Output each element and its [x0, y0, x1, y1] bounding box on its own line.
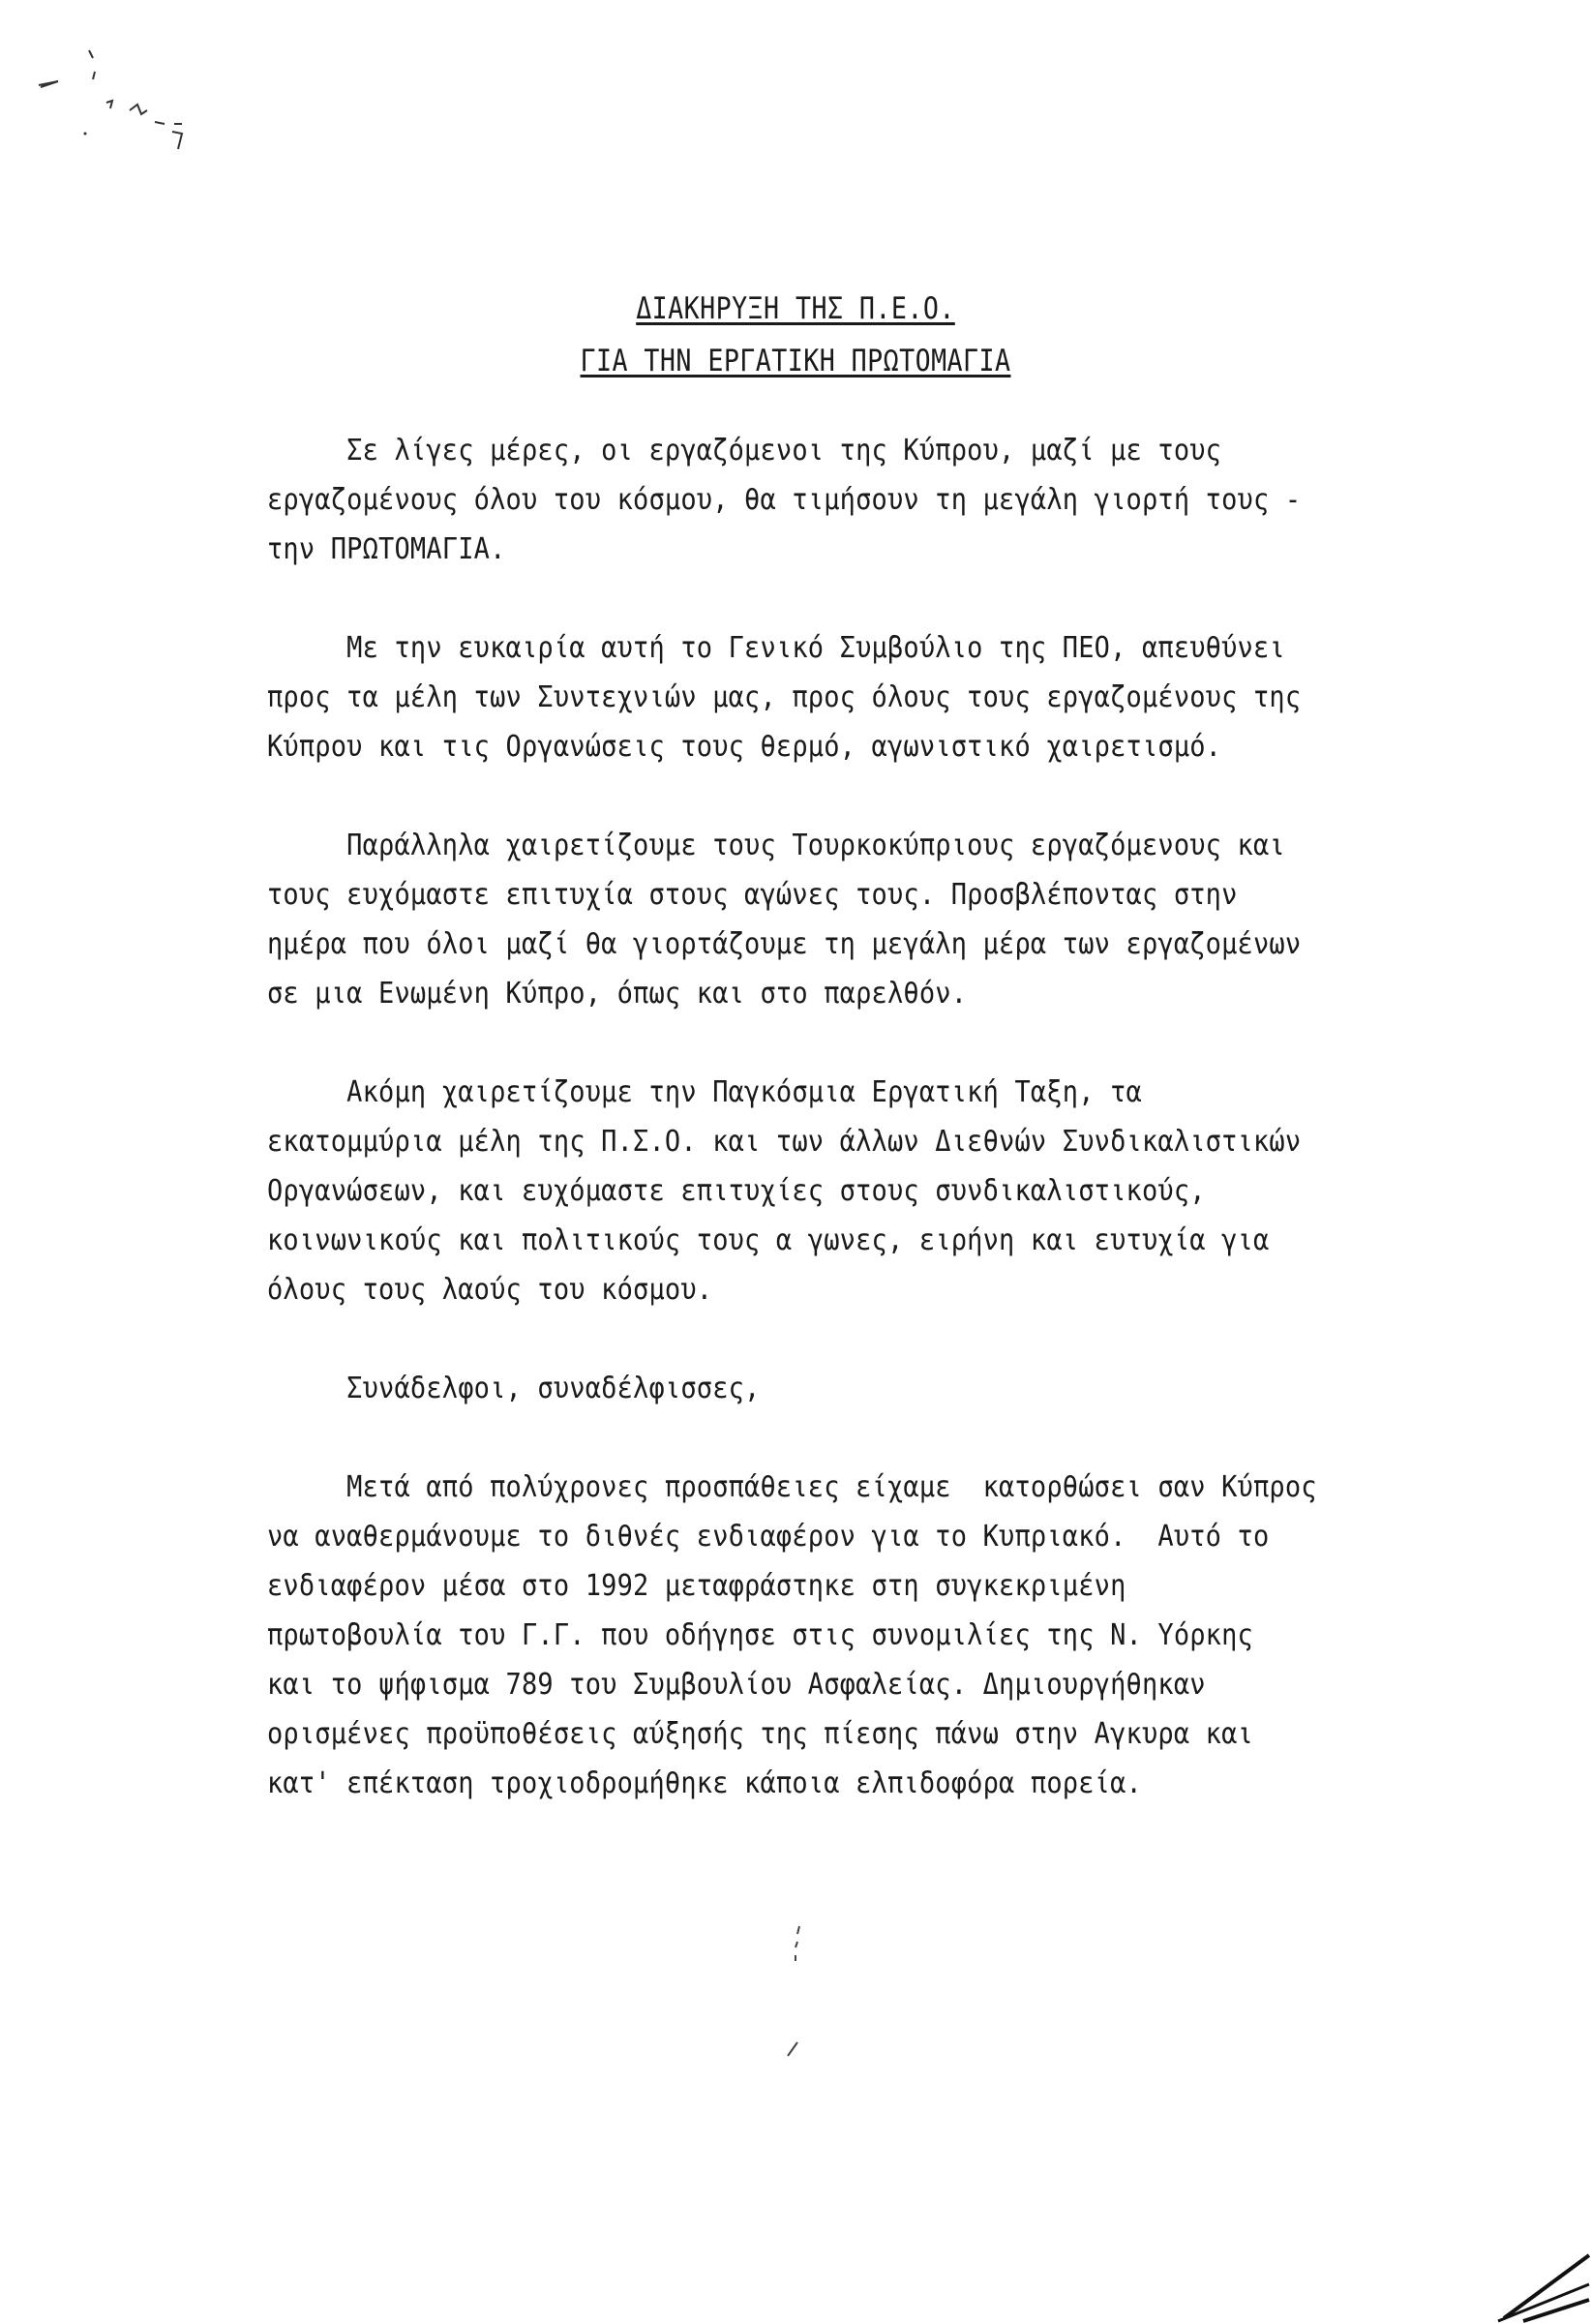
text-line: Παράλληλα χαιρετίζουμε τους Τουρκοκύπριους εργαζόμενους και	[267, 829, 1285, 862]
corner-fold-mark	[1494, 2217, 1591, 2324]
text-line: την ΠΡΩΤΟΜΑΓΙΑ.	[267, 532, 506, 566]
text-line: Οργανώσεων, και ευχόμαστε επιτυχίες στους συνδικαλιστικούς,	[267, 1174, 1206, 1208]
scan-marks-top-left	[29, 29, 223, 174]
text-line: Συνάδελφοι, συναδέλφισσες,	[267, 1372, 761, 1405]
title-line-1: ΔΙΑΚΗΡΥΞΗ ΤΗΣ Π.Ε.Ο.	[636, 291, 955, 326]
paragraph-3	[267, 821, 1332, 1018]
text-line: και το ψήφισμα 789 του Συμβουλίου Ασφαλείας. Δημιουργήθηκαν	[267, 1668, 1206, 1702]
paragraph-1	[267, 426, 1332, 574]
text-line: πρωτοβουλία του Γ.Γ. που οδήγησε στις συνομιλίες της Ν. Υόρκης	[267, 1618, 1253, 1652]
text-line: Με την ευκαιρία αυτή το Γενικό Συμβούλιο της ΠΕΟ, απευθύνει	[267, 631, 1285, 665]
paragraph-6	[267, 1463, 1332, 1808]
document-title	[0, 283, 1591, 387]
text-line: σε μια Ενωμένη Κύπρο, όπως και στο παρελθόν.	[267, 977, 968, 1011]
text-line: Ακόμη χαιρετίζουμε την Παγκόσμια Εργατική Ταξη, τα	[267, 1075, 1142, 1109]
text-line: ημέρα που όλοι μαζί θα γιορτάζουμε τη μεγάλη μέρα των εργαζομένων	[267, 927, 1302, 961]
paragraph-4	[267, 1068, 1332, 1314]
paragraph-2	[267, 623, 1332, 771]
document-body	[267, 426, 1332, 1857]
text-line: Μετά από πολύχρονες προσπάθειες είχαμε κατορθώσει σαν Κύπρος	[267, 1470, 1317, 1504]
title-line-2: ΓΙΑ ΤΗΝ ΕΡΓΑΤΙΚΗ ΠΡΩΤΟΜΑΓΙΑ	[580, 344, 1011, 378]
text-line: ορισμένες προϋποθέσεις αύξησής της πίεσης πάνω στην Αγκυρα και	[267, 1717, 1253, 1751]
text-line: κοινωνικούς και πολιτικούς τους α γωνες, ειρήνη και ευτυχία για	[267, 1223, 1270, 1257]
text-line: να αναθερμάνουμε το διθνές ενδιαφέρον για το Κυπριακό. Αυτό το	[267, 1520, 1270, 1554]
text-line: όλους τους λαούς του κόσμου.	[267, 1273, 713, 1307]
text-line: Σε λίγες μέρες, οι εργαζόμενοι της Κύπρου, μαζί με τους	[267, 434, 1222, 468]
text-line: κατ' επέκταση τροχιοδρομήθηκε κάποια ελπιδοφόρα πορεία.	[267, 1766, 1142, 1800]
text-line: εργαζομένους όλου του κόσμου, θα τιμήσουν τη μεγάλη γιορτή τους -	[267, 483, 1302, 517]
text-line: προς τα μέλη των Συντεχνιών μας, προς όλους τους εργαζομένους της	[267, 680, 1302, 714]
text-line: εκατομμύρια μέλη της Π.Σ.Ο. και των άλλων Διεθνών Συνδικαλιστικών	[267, 1125, 1302, 1159]
text-line: ενδιαφέρον μέσα στο 1992 μεταφράστηκε στη συγκεκριμένη	[267, 1569, 1126, 1603]
scan-marks-bottom-center	[774, 1917, 832, 2062]
text-line: Κύπρου και τις Οργανώσεις τους θερμό, αγωνιστικό χαιρετισμό.	[267, 730, 1222, 764]
text-line: τους ευχόμαστε επιτυχία στους αγώνες τους. Προσβλέποντας στην	[267, 878, 1238, 912]
paragraph-5	[267, 1364, 1332, 1413]
